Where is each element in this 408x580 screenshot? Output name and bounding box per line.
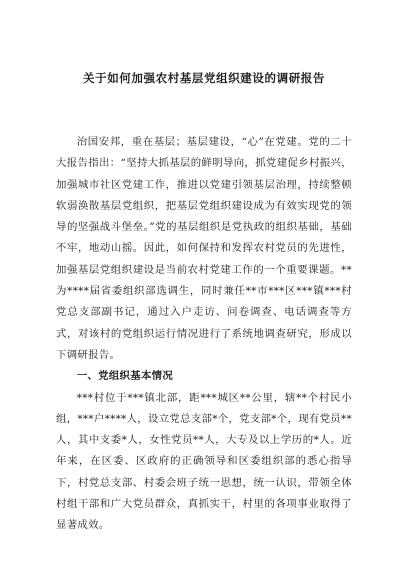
intro-paragraph: 治国安邦，重在基层；基层建设，“心”在党建。党的二十大报告指出：“坚持大抓基层的鲜明导向，抓党建促乡村振兴，加强城市社区党建工作，推进以党建引领基层治理，持续整顿软弱涣散基层党组织，把基层党组织建设成为有效实现党的领导的坚强战斗堡垒。”党的基层组织是党执政的组织基础，基础不牢，地动山摇。因此，如何保持和发挥农村党员的先进性，加强基层党组织建设是当前农村党建工作的一个重要课题。**为****届省委组织部选调生，同时兼任**市***区***镇***村党总支部副书记，通过入户走访、问卷调查、电话调查等方式，对该村的党组织运行情况进行了系统地调查研究，形成以下调研报告。 (56, 136, 352, 361)
section-paragraph: ***村位于***镇北部，距***城区**公里，辖**个村民小组，***户****人，设立党总支部*个，党支部*个，现有党员**人，其中支委*人，女性党员**人，大专及以上学历的*人。近年来，在区委、区政府的正确领导和区委组织部的悉心指导下，村党总支部、村委会班子统一思想，统一认识，带领全体村组干部和广大党员群众，真抓实干，村里的各项事业取得了显著成效。 (56, 391, 352, 532)
document-title: 关于如何加强农村基层党组织建设的调研报告 (83, 71, 325, 85)
section-heading: 一、党组织基本情况 (76, 370, 174, 383)
